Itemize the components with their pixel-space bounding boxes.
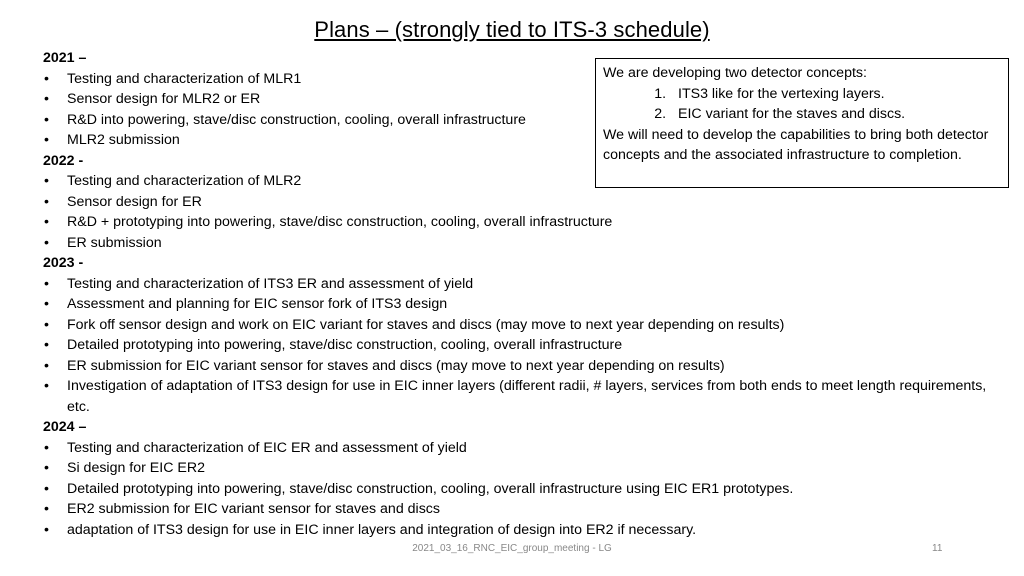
concepts-list [603,84,1001,125]
list-item: • MLR2 submission [43,130,1003,151]
list-item: • Sensor design for MLR2 or ER [43,89,1003,110]
list-item: • Testing and characterization of ITS3 ER and assessment of yield [43,274,1003,295]
list-item: • ER2 submission for EIC variant sensor for staves and discs [43,499,1003,520]
note-intro: We are developing two detector concepts: [603,65,867,81]
list-item: • Si design for EIC ER2 [43,458,1003,479]
year-items-2023 [43,274,1003,418]
year-heading-2024: 2024 – [43,419,87,435]
list-item: • Testing and characterization of MLR2 [43,171,1003,192]
list-item: • Detailed prototyping into powering, stave/disc construction, cooling, overall infrastructure using EIC ER1 prototypes. [43,479,1003,500]
concept-item: 1. ITS3 like for the vertexing layers. [670,84,1001,105]
footer-text: 2021_03_16_RNC_EIC_group_meeting - LG [412,543,612,554]
list-item: • Testing and characterization of EIC ER and assessment of yield [43,438,1003,459]
year-heading-2021: 2021 – [43,50,87,66]
year-items-2024 [43,438,1003,541]
concept-item: 2. EIC variant for the staves and discs. [670,104,1001,125]
list-item: • Sensor design for ER [43,192,1003,213]
list-item: • Detailed prototyping into powering, stave/disc construction, cooling, overall infrastructure [43,335,1003,356]
list-item: • Assessment and planning for EIC sensor fork of ITS3 design [43,294,1003,315]
list-item: • Testing and characterization of MLR1 [43,69,1003,90]
year-heading-2023: 2023 - [43,255,84,271]
note-outro: We will need to develop the capabilities to bring both detector concepts and the associated infrastructure to completion. [603,126,989,163]
list-item: • Fork off sensor design and work on EIC variant for staves and discs (may move to next year depending on results) [43,315,1003,336]
year-heading-2022: 2022 - [43,152,84,169]
list-item: • adaptation of ITS3 design for use in EIC inner layers and integration of design into ER2 if necessary. [43,520,1003,541]
list-item: • R&D into powering, stave/disc construction, cooling, overall infrastructure [43,110,1003,131]
list-item: • R&D + prototyping into powering, stave/disc construction, cooling, overall infrastructure [43,212,1003,233]
detector-concepts-note [595,58,1009,188]
page-number: 11 [932,543,943,554]
list-item: • Investigation of adaptation of ITS3 design for use in EIC inner layers (different radii, # layers, services from both ends to meet length requirements, etc. [43,376,1003,417]
slide-title: Plans – (strongly tied to ITS-3 schedule) [314,17,710,42]
list-item: • ER submission for EIC variant sensor for staves and discs (may move to next year depending on results) [43,356,1003,377]
list-item: • ER submission [43,233,1003,254]
